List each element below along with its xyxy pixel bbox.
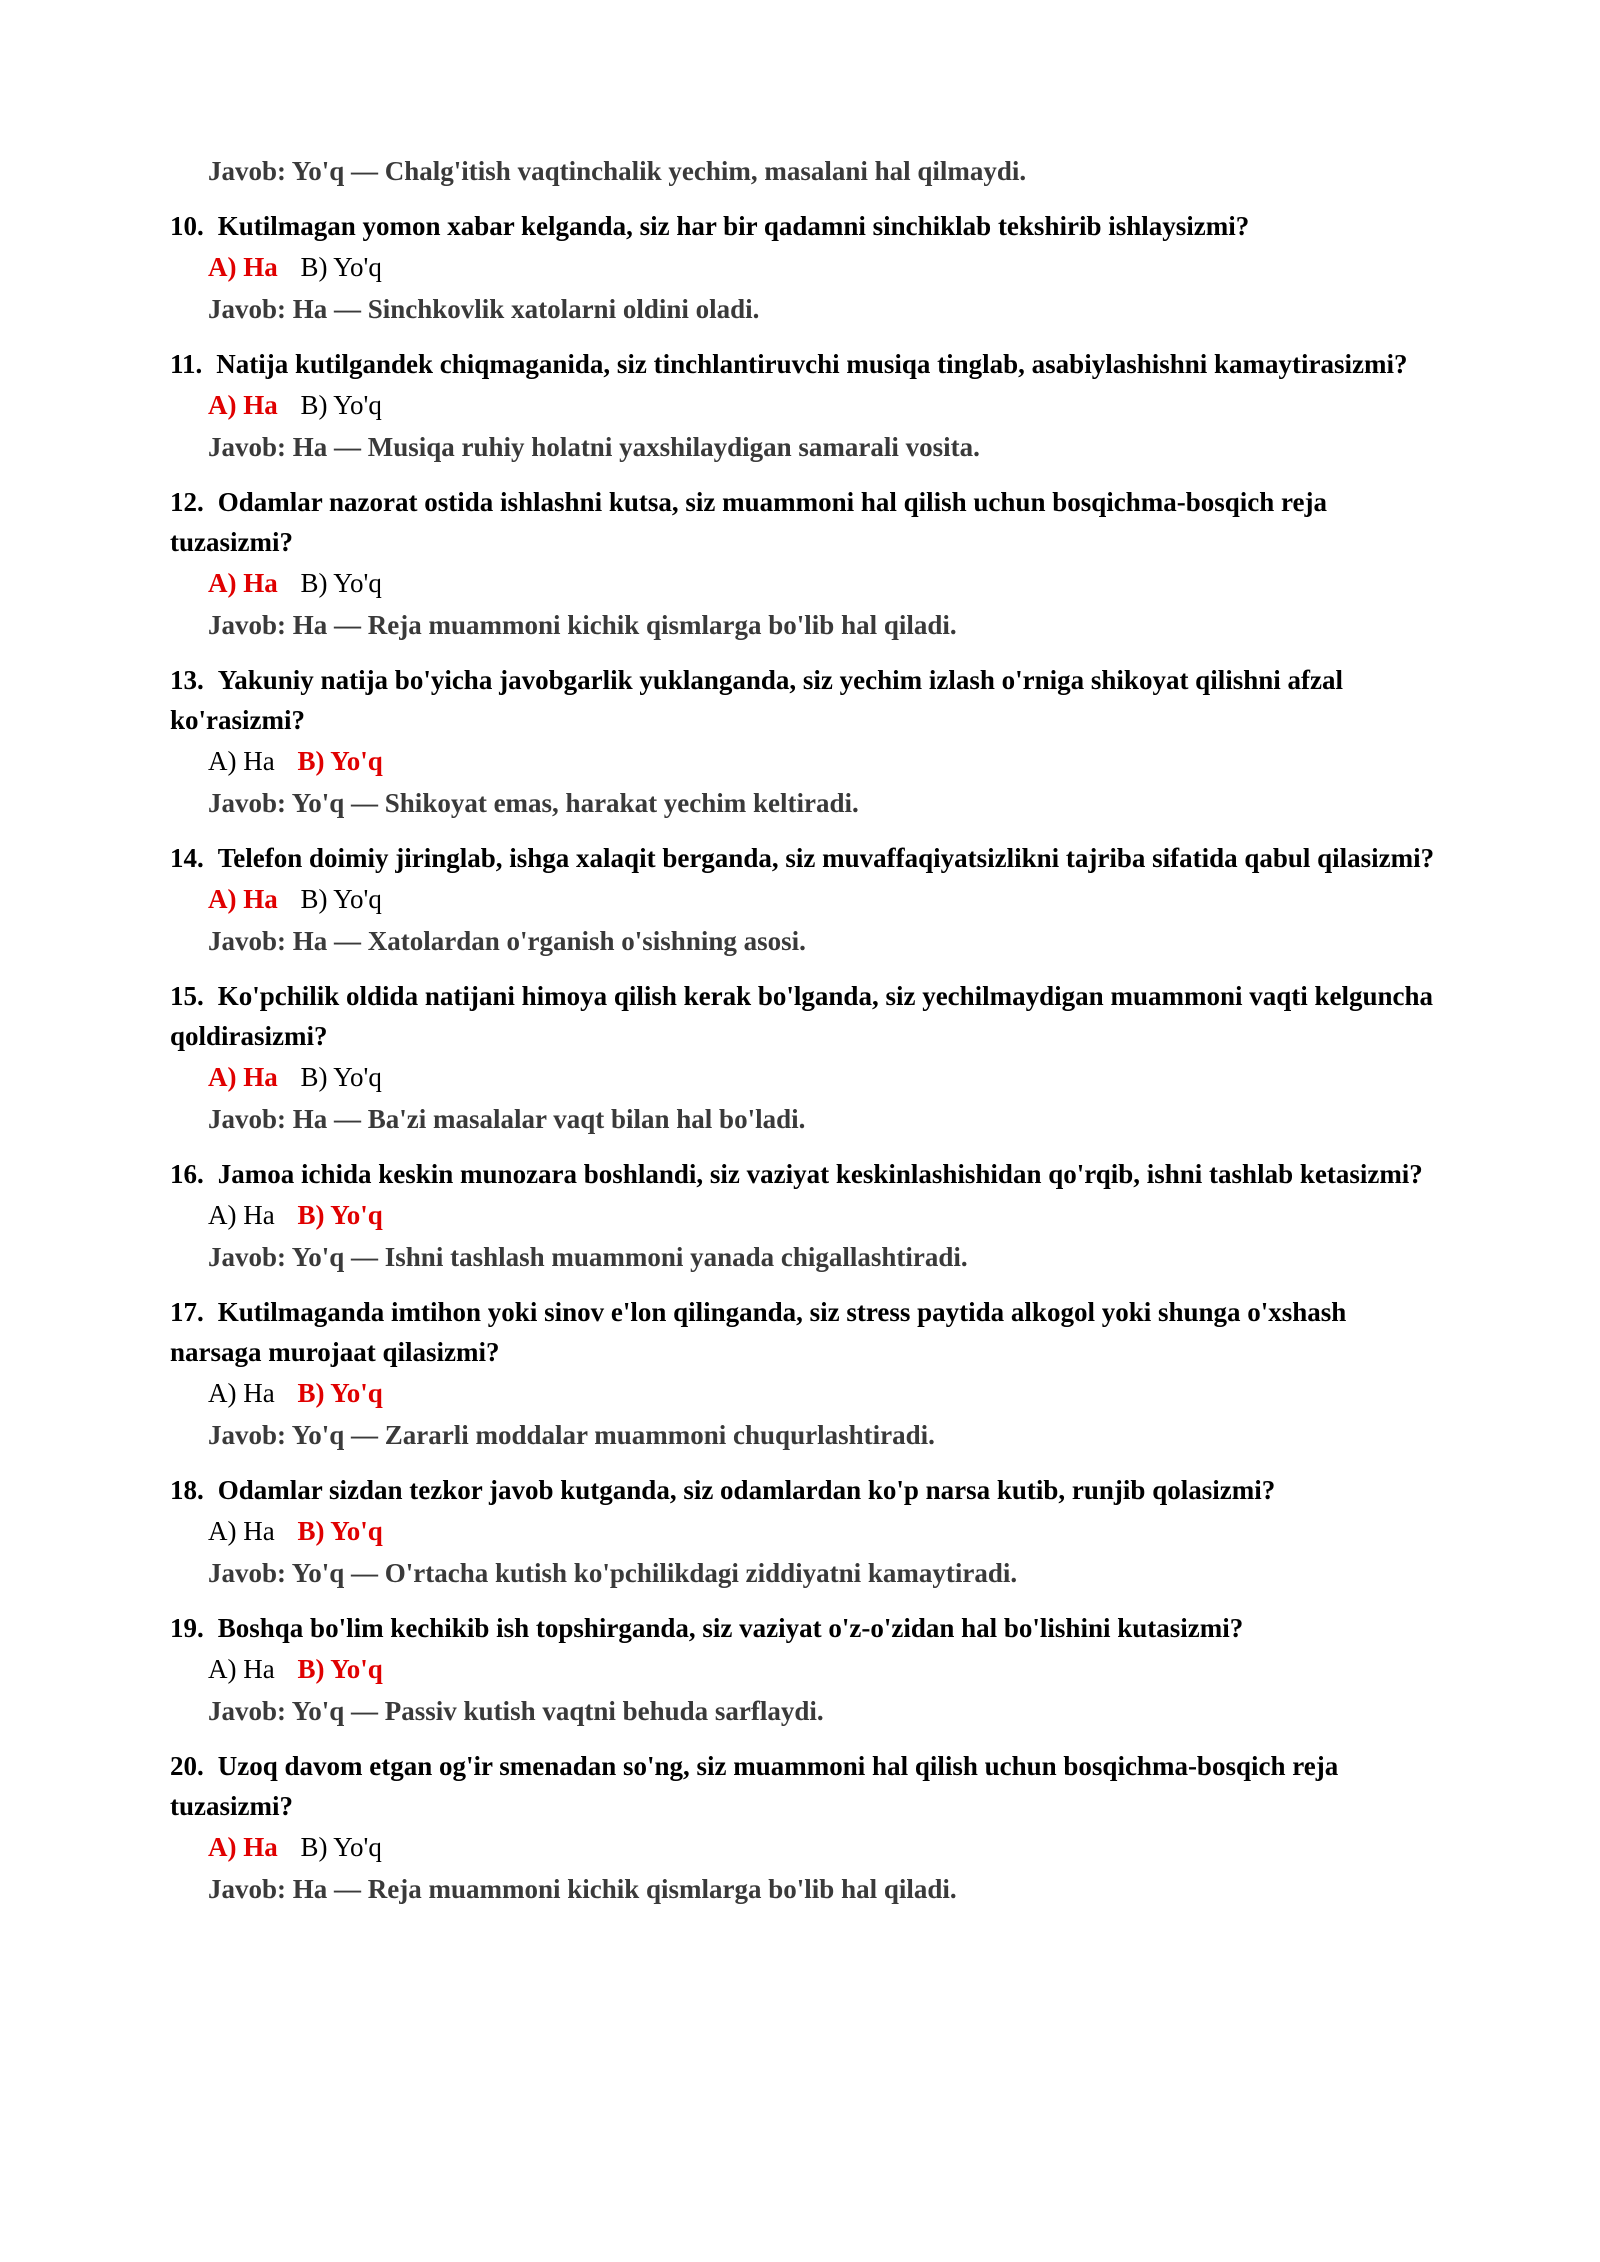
option-b[interactable]: B) Yo'q	[300, 568, 382, 598]
option-b[interactable]: B) Yo'q	[297, 1516, 383, 1546]
answer-explanation: Javob: Yo'q — O'rtacha kutish ko'pchilikdagi ziddiyatni kamaytiradi.	[208, 1558, 1018, 1588]
option-a[interactable]: A) Ha	[208, 1062, 278, 1092]
answer-options	[208, 1372, 1440, 1414]
question-body: Kutilmaganda imtihon yoki sinov e'lon qilinganda, siz stress paytida alkogol yoki shunga o'xshash narsaga murojaat qilasizmi?	[170, 1297, 1347, 1367]
option-a[interactable]: A) Ha	[208, 568, 278, 598]
question-number: 11.	[170, 349, 203, 379]
question-text	[170, 1746, 1440, 1826]
option-b[interactable]: B) Yo'q	[300, 884, 382, 914]
option-a[interactable]: A) Ha	[208, 1654, 275, 1684]
answer-options	[208, 1510, 1440, 1552]
question-text	[170, 1470, 1440, 1510]
option-a[interactable]: A) Ha	[208, 1200, 275, 1230]
question-text	[170, 206, 1440, 246]
question-number: 19.	[170, 1613, 204, 1643]
question-text	[170, 1154, 1440, 1194]
question-number: 13.	[170, 665, 204, 695]
question-body: Kutilmagan yomon xabar kelganda, siz har bir qadamni sinchiklab tekshirib ishlaysizmi?	[217, 211, 1250, 241]
answer-explanation: Javob: Ha — Ba'zi masalalar vaqt bilan hal bo'ladi.	[208, 1104, 806, 1134]
question-item	[170, 482, 1440, 646]
option-b[interactable]: B) Yo'q	[300, 1832, 382, 1862]
answer-explanation: Javob: Ha — Sinchkovlik xatolarni oldini oladi.	[208, 294, 760, 324]
question-list	[170, 206, 1440, 1910]
question-body: Yakuniy natija bo'yicha javobgarlik yuklanganda, siz yechim izlash o'rniga shikoyat qilishni afzal ko'rasizmi?	[170, 665, 1343, 735]
question-text	[170, 838, 1440, 878]
option-a[interactable]: A) Ha	[208, 884, 278, 914]
answer-options	[208, 878, 1440, 920]
option-b[interactable]: B) Yo'q	[297, 1378, 383, 1408]
question-item	[170, 1154, 1440, 1278]
question-item	[170, 660, 1440, 824]
question-number: 14.	[170, 843, 204, 873]
question-body: Boshqa bo'lim kechikib ish topshirganda, siz vaziyat o'z-o'zidan hal bo'lishini kutasizmi?	[217, 1613, 1244, 1643]
option-b[interactable]: B) Yo'q	[297, 1200, 383, 1230]
question-text	[170, 344, 1440, 384]
answer-options	[208, 740, 1440, 782]
question-body: Odamlar sizdan tezkor javob kutganda, siz odamlardan ko'p narsa kutib, runjib qolasizmi?	[217, 1475, 1276, 1505]
option-b[interactable]: B) Yo'q	[300, 390, 382, 420]
question-item	[170, 838, 1440, 962]
question-text	[170, 1608, 1440, 1648]
answer-explanation: Javob: Yo'q — Ishni tashlash muammoni yanada chigallashtiradi.	[208, 1242, 968, 1272]
question-text	[170, 976, 1440, 1056]
option-b[interactable]: B) Yo'q	[300, 252, 382, 282]
question-number: 20.	[170, 1751, 204, 1781]
answer-explanation: Javob: Yo'q — Passiv kutish vaqtni behuda sarflaydi.	[208, 1696, 824, 1726]
question-number: 18.	[170, 1475, 204, 1505]
question-text	[170, 482, 1440, 562]
question-body: Odamlar nazorat ostida ishlashni kutsa, siz muammoni hal qilish uchun bosqichma-bosqich reja tuzasizmi?	[170, 487, 1327, 557]
option-a[interactable]: A) Ha	[208, 390, 278, 420]
previous-answer: Javob: Yo'q — Chalg'itish vaqtinchalik yechim, masalani hal qilmaydi.	[208, 156, 1027, 186]
answer-options	[208, 1648, 1440, 1690]
question-body: Ko'pchilik oldida natijani himoya qilish kerak bo'lganda, siz yechilmaydigan muammoni vaqti kelguncha qoldirasizmi?	[170, 981, 1434, 1051]
question-number: 15.	[170, 981, 204, 1011]
question-number: 12.	[170, 487, 204, 517]
option-a[interactable]: A) Ha	[208, 1516, 275, 1546]
question-item	[170, 1470, 1440, 1594]
question-body: Telefon doimiy jiringlab, ishga xalaqit berganda, siz muvaffaqiyatsizlikni tajriba sifatida qabul qilasizmi?	[217, 843, 1435, 873]
answer-options	[208, 1056, 1440, 1098]
option-b[interactable]: B) Yo'q	[297, 1654, 383, 1684]
option-a[interactable]: A) Ha	[208, 1378, 275, 1408]
option-b[interactable]: B) Yo'q	[300, 1062, 382, 1092]
question-body: Uzoq davom etgan og'ir smenadan so'ng, siz muammoni hal qilish uchun bosqichma-bosqich reja tuzasizmi?	[170, 1751, 1339, 1821]
answer-options	[208, 1194, 1440, 1236]
question-item	[170, 1292, 1440, 1456]
question-item	[170, 1746, 1440, 1910]
option-a[interactable]: A) Ha	[208, 1832, 278, 1862]
question-item	[170, 976, 1440, 1140]
question-body: Jamoa ichida keskin munozara boshlandi, siz vaziyat keskinlashishidan qo'rqib, ishni tashlab ketasizmi?	[217, 1159, 1423, 1189]
answer-explanation: Javob: Yo'q — Zararli moddalar muammoni chuqurlashtiradi.	[208, 1420, 935, 1450]
answer-explanation: Javob: Ha — Reja muammoni kichik qismlarga bo'lib hal qiladi.	[208, 610, 957, 640]
question-text	[170, 660, 1440, 740]
option-a[interactable]: A) Ha	[208, 746, 275, 776]
question-item	[170, 206, 1440, 330]
answer-options	[208, 562, 1440, 604]
question-number: 17.	[170, 1297, 204, 1327]
answer-explanation: Javob: Yo'q — Shikoyat emas, harakat yechim keltiradi.	[208, 788, 859, 818]
question-text	[170, 1292, 1440, 1372]
question-item	[170, 344, 1440, 468]
question-item	[170, 1608, 1440, 1732]
option-a[interactable]: A) Ha	[208, 252, 278, 282]
answer-explanation: Javob: Ha — Reja muammoni kichik qismlarga bo'lib hal qiladi.	[208, 1874, 957, 1904]
answer-options	[208, 1826, 1440, 1868]
answer-explanation: Javob: Ha — Musiqa ruhiy holatni yaxshilaydigan samarali vosita.	[208, 432, 980, 462]
question-body: Natija kutilgandek chiqmaganida, siz tinchlantiruvchi musiqa tinglab, asabiylashishni kamaytirasizmi?	[216, 349, 1408, 379]
question-number: 10.	[170, 211, 204, 241]
question-number: 16.	[170, 1159, 204, 1189]
answer-options	[208, 384, 1440, 426]
answer-explanation: Javob: Ha — Xatolardan o'rganish o'sishning asosi.	[208, 926, 806, 956]
answer-options	[208, 246, 1440, 288]
option-b[interactable]: B) Yo'q	[297, 746, 383, 776]
